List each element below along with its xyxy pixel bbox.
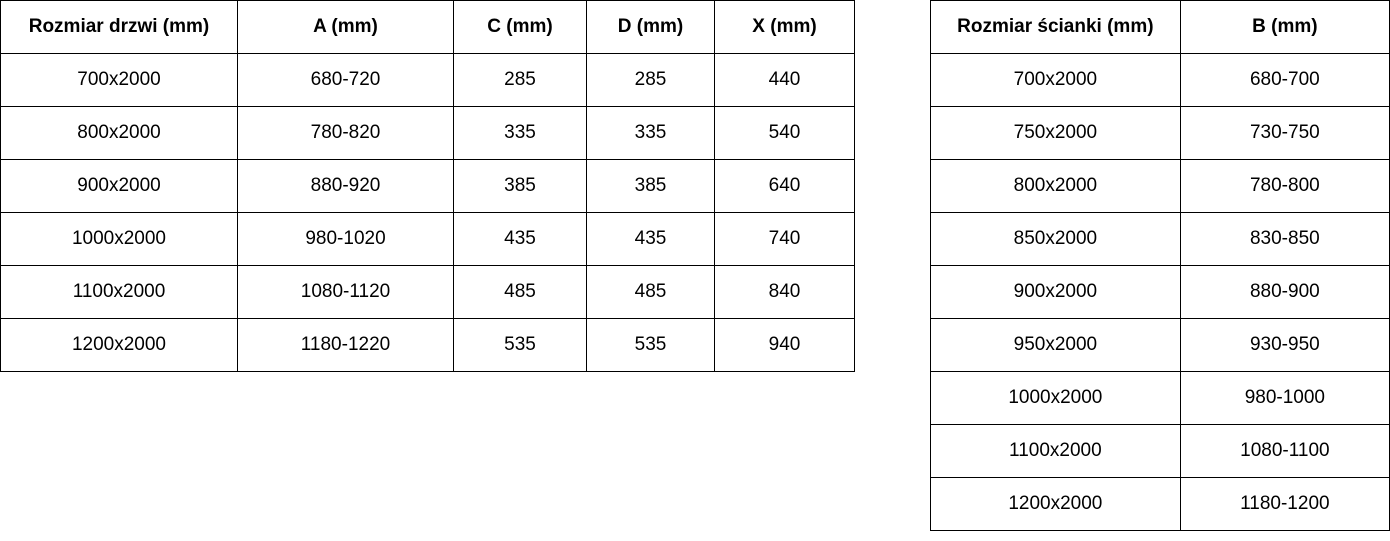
cell-c: 435 <box>454 213 587 266</box>
cell-wall-size: 1100x2000 <box>931 425 1181 478</box>
cell-wall-size: 950x2000 <box>931 319 1181 372</box>
table-row <box>931 107 1390 160</box>
table-row <box>931 266 1390 319</box>
table-row <box>931 372 1390 425</box>
doors-table-header <box>1 1 855 54</box>
table-header-row <box>931 1 1390 54</box>
cell-b: 780-800 <box>1180 160 1389 213</box>
cell-door-size: 800x2000 <box>1 107 238 160</box>
cell-wall-size: 800x2000 <box>931 160 1181 213</box>
cell-b: 980-1000 <box>1180 372 1389 425</box>
cell-x: 740 <box>715 213 855 266</box>
column-header-a: A (mm) <box>238 1 454 54</box>
doors-dimensions-table <box>0 0 855 372</box>
cell-x: 940 <box>715 319 855 372</box>
column-header-d: D (mm) <box>587 1 715 54</box>
cell-x: 540 <box>715 107 855 160</box>
cell-d: 285 <box>587 54 715 107</box>
cell-c: 535 <box>454 319 587 372</box>
wall-dimensions-table <box>930 0 1390 531</box>
cell-door-size: 1100x2000 <box>1 266 238 319</box>
cell-b: 1080-1100 <box>1180 425 1389 478</box>
column-header-wall-size: Rozmiar ścianki (mm) <box>931 1 1181 54</box>
cell-a: 1180-1220 <box>238 319 454 372</box>
cell-wall-size: 1000x2000 <box>931 372 1181 425</box>
table-row <box>1 160 855 213</box>
cell-b: 930-950 <box>1180 319 1389 372</box>
cell-d: 535 <box>587 319 715 372</box>
cell-wall-size: 1200x2000 <box>931 478 1181 531</box>
cell-b: 830-850 <box>1180 213 1389 266</box>
table-row <box>931 319 1390 372</box>
table-row <box>931 478 1390 531</box>
cell-x: 840 <box>715 266 855 319</box>
column-header-b: B (mm) <box>1180 1 1389 54</box>
cell-b: 730-750 <box>1180 107 1389 160</box>
cell-a: 680-720 <box>238 54 454 107</box>
cell-b: 880-900 <box>1180 266 1389 319</box>
cell-a: 980-1020 <box>238 213 454 266</box>
table-row <box>931 54 1390 107</box>
table-row <box>1 54 855 107</box>
table-row <box>931 425 1390 478</box>
cell-wall-size: 750x2000 <box>931 107 1181 160</box>
cell-door-size: 1000x2000 <box>1 213 238 266</box>
cell-door-size: 900x2000 <box>1 160 238 213</box>
cell-wall-size: 850x2000 <box>931 213 1181 266</box>
column-header-door-size: Rozmiar drzwi (mm) <box>1 1 238 54</box>
column-header-c: C (mm) <box>454 1 587 54</box>
cell-wall-size: 900x2000 <box>931 266 1181 319</box>
cell-c: 335 <box>454 107 587 160</box>
cell-a: 780-820 <box>238 107 454 160</box>
cell-door-size: 1200x2000 <box>1 319 238 372</box>
cell-a: 1080-1120 <box>238 266 454 319</box>
table-row <box>931 213 1390 266</box>
cell-wall-size: 700x2000 <box>931 54 1181 107</box>
cell-d: 435 <box>587 213 715 266</box>
cell-c: 285 <box>454 54 587 107</box>
cell-x: 440 <box>715 54 855 107</box>
table-row <box>1 266 855 319</box>
cell-x: 640 <box>715 160 855 213</box>
cell-c: 485 <box>454 266 587 319</box>
table-header-row <box>1 1 855 54</box>
cell-b: 1180-1200 <box>1180 478 1389 531</box>
doors-table-body <box>1 54 855 372</box>
table-row <box>931 160 1390 213</box>
cell-d: 335 <box>587 107 715 160</box>
table-row <box>1 213 855 266</box>
cell-a: 880-920 <box>238 160 454 213</box>
wall-table-body <box>931 54 1390 531</box>
cell-d: 485 <box>587 266 715 319</box>
cell-d: 385 <box>587 160 715 213</box>
table-row <box>1 107 855 160</box>
cell-b: 680-700 <box>1180 54 1389 107</box>
cell-c: 385 <box>454 160 587 213</box>
cell-door-size: 700x2000 <box>1 54 238 107</box>
column-header-x: X (mm) <box>715 1 855 54</box>
table-row <box>1 319 855 372</box>
wall-table-header <box>931 1 1390 54</box>
